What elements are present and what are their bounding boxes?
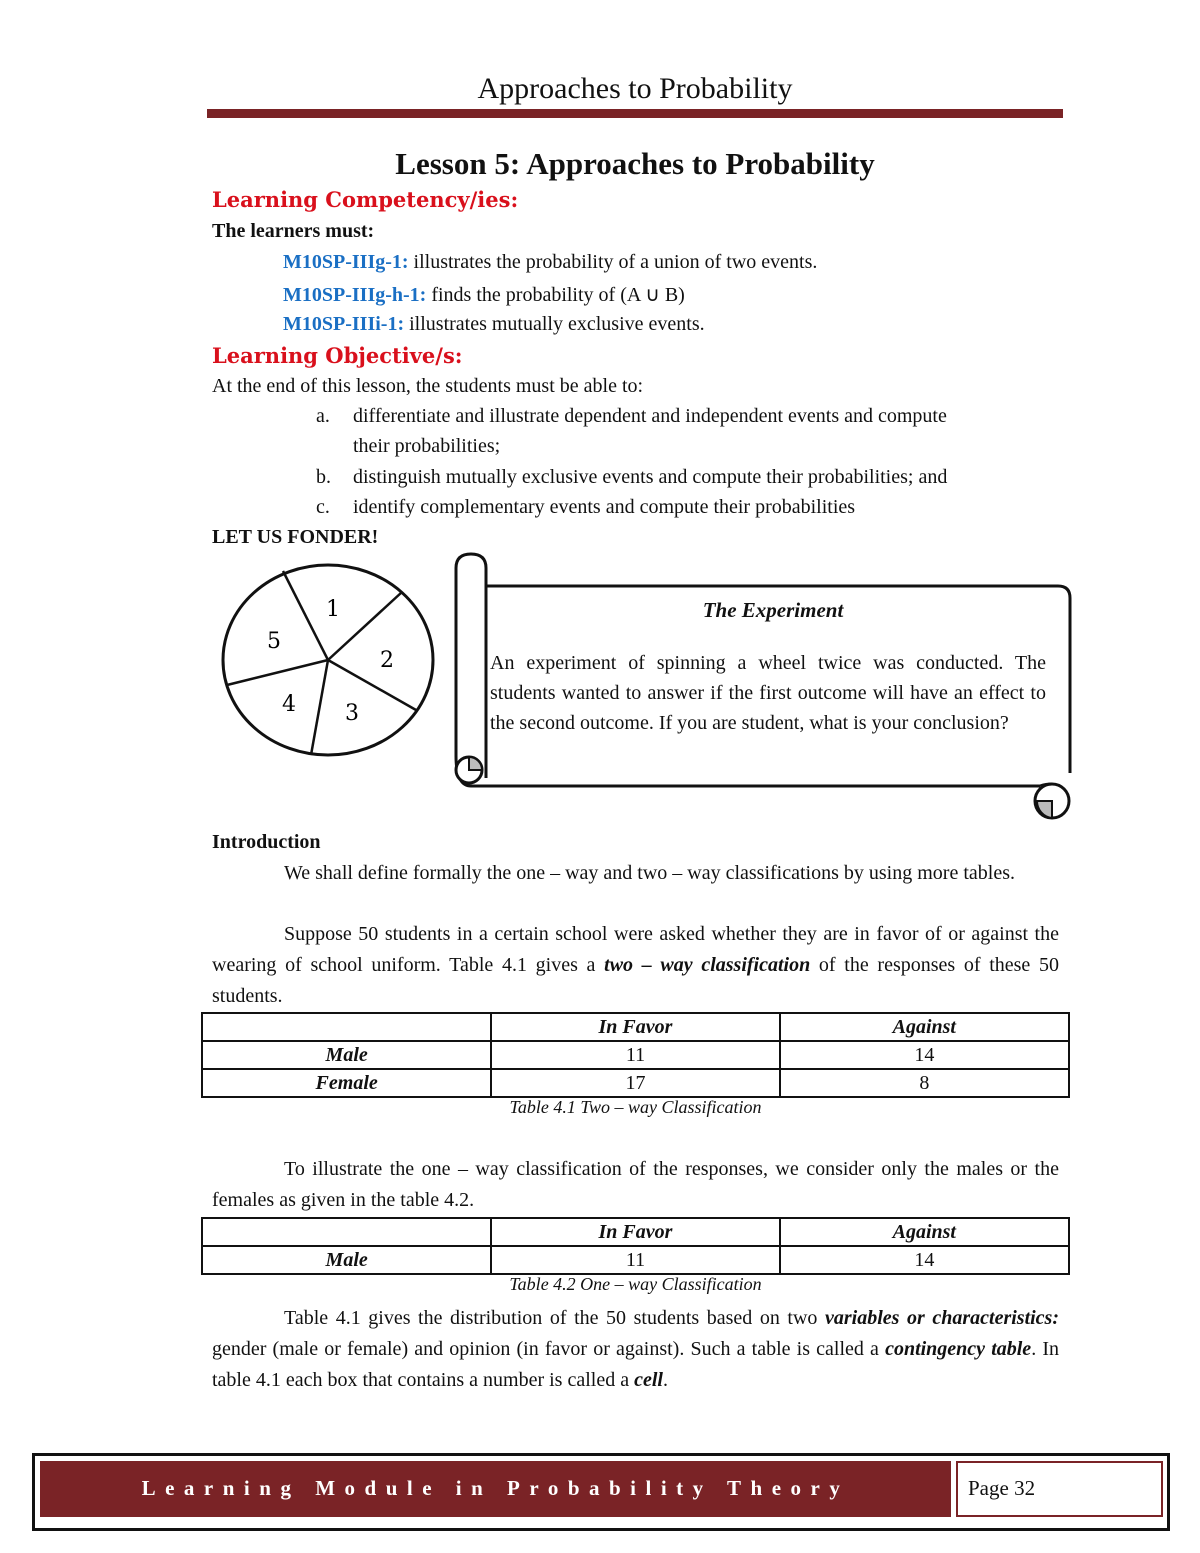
wheel-label-4: 4 [282, 692, 296, 717]
competency-text: illustrates the probability of a union of two events. [408, 251, 818, 273]
table-cell: 8 [780, 1069, 1069, 1097]
wheel-label-1: 1 [326, 597, 340, 622]
objectives-lead: At the end of this lesson, the students must be able to: [212, 375, 644, 397]
competency-code: M10SP-IIIg-1: [283, 251, 409, 273]
scroll-title: The Experiment [702, 598, 844, 622]
competency-item [283, 313, 705, 336]
row-label: Male [202, 1246, 491, 1274]
intro-p2-text: Suppose 50 students in a certain school were asked whether they are in favor of or against the wearing of school uniform. Table 4.1 gives a [212, 923, 1059, 976]
table-cell: 11 [491, 1246, 779, 1274]
table-cell: 11 [491, 1041, 779, 1069]
wheel-label-2: 2 [380, 648, 394, 673]
footer-page-number: Page 32 [956, 1461, 1163, 1517]
row-label: Male [202, 1041, 491, 1069]
mid-paragraph: To illustrate the one – way classification of the responses, we consider only the males or the females as given in the table 4.2. [212, 1158, 1059, 1211]
scroll-text: An experiment of spinning a wheel twice was conducted. The students wanted to answer if the first outcome will have an effect to the second outcome. If you are student, what is your conclusion? [490, 652, 1046, 734]
objectives-heading: Learning Objective/s: [212, 343, 463, 368]
closing-paragraph [212, 1303, 1059, 1396]
table-header-cell: In Favor [491, 1013, 779, 1041]
table-header-row [202, 1218, 1069, 1246]
running-title: Approaches to Probability [477, 72, 793, 105]
two-way-table [201, 1012, 1070, 1098]
table-header-cell: Against [780, 1013, 1069, 1041]
competency-item [283, 282, 685, 307]
objective-text: differentiate and illustrate dependent and independent events and compute [353, 405, 947, 427]
table-header-cell: In Favor [491, 1218, 779, 1246]
ponder-heading: LET US FONDER! [212, 526, 379, 548]
closing-text: Table 4.1 gives the distribution of the 50 students based on two [284, 1307, 825, 1329]
objective-marker: a. [316, 405, 330, 427]
intro-p2-emphasis: two – way classification [604, 954, 811, 976]
table-row [202, 1069, 1069, 1097]
table-header-cell [202, 1013, 491, 1041]
competency-item [283, 251, 817, 274]
competencies-heading: Learning Competency/ies: [212, 187, 519, 212]
competency-code: M10SP-IIIi-1: [283, 313, 405, 335]
objective-text: distinguish mutually exclusive events and compute their probabilities; and [353, 466, 948, 488]
objective-text-cont: their probabilities; [353, 435, 501, 457]
wheel-label-3: 3 [345, 701, 359, 726]
footer-module-title: Learning Module in Probability Theory [40, 1461, 951, 1517]
table-header-cell [202, 1218, 491, 1246]
objective-marker: b. [316, 466, 331, 488]
table-cell: 17 [491, 1069, 779, 1097]
closing-text: . [662, 1369, 668, 1391]
wheel-label-5: 5 [267, 629, 281, 654]
competency-code: M10SP-IIIg-h-1: [283, 284, 427, 306]
intro-paragraph-2 [212, 919, 1059, 1012]
closing-text: . In table 4.1 each box that contains a number is called a [212, 1338, 1059, 1391]
intro-p2-text-end: of the responses of these 50 students. [212, 954, 1060, 1007]
table-row [202, 1246, 1069, 1274]
table-header-row [202, 1013, 1069, 1041]
table-caption: Table 4.2 One – way Classification [509, 1274, 762, 1294]
table-cell: 14 [780, 1041, 1069, 1069]
spinner-wheel [215, 560, 445, 765]
lesson-title: Lesson 5: Approaches to Probability [395, 146, 875, 181]
closing-text: gender (male or female) and opinion (in favor or against). Such a table is called a [212, 1338, 886, 1360]
one-way-table [201, 1217, 1070, 1275]
row-label: Female [202, 1069, 491, 1097]
competencies-lead: The learners must: [212, 220, 375, 242]
intro-paragraph-1: We shall define formally the one – way and two – way classifications by using more tables. [284, 862, 1015, 884]
introduction-heading: Introduction [212, 831, 321, 853]
competency-text: finds the probability of (A ∪ B) [426, 284, 685, 306]
table-cell: 14 [780, 1246, 1069, 1274]
table-caption: Table 4.1 Two – way Classification [509, 1097, 762, 1117]
header-rule [207, 109, 1063, 118]
table-header-cell: Against [780, 1218, 1069, 1246]
closing-emphasis: variables or characteristics: [825, 1307, 1059, 1329]
table-row [202, 1041, 1069, 1069]
closing-emphasis: cell [634, 1369, 663, 1391]
objective-marker: c. [316, 496, 330, 518]
closing-emphasis: contingency table [885, 1338, 1032, 1360]
objective-text: identify complementary events and compute their probabilities [353, 496, 856, 518]
competency-text: illustrates mutually exclusive events. [404, 313, 705, 335]
